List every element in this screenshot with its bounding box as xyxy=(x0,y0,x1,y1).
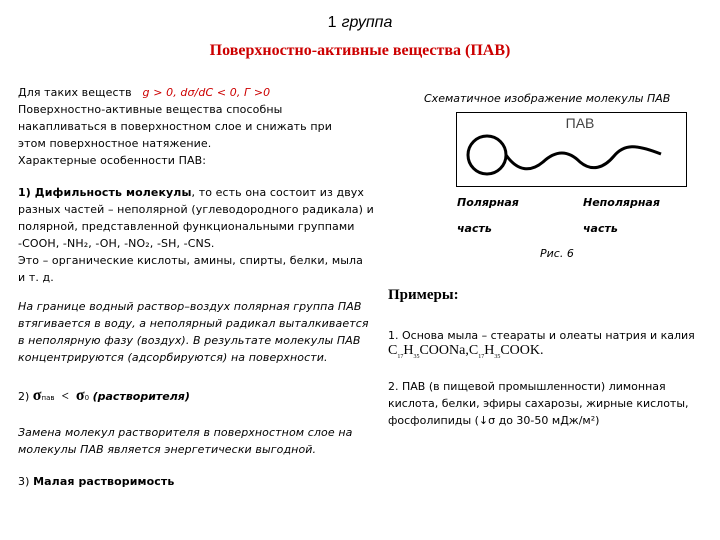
formula-rest2: COOK. xyxy=(500,343,544,358)
polar-head-circle xyxy=(468,136,506,174)
sigma-symbol: σ xyxy=(32,387,42,404)
figure-caption: Рис. 6 xyxy=(540,247,574,260)
feature1-line1-rest: , то есть она состоит из двух xyxy=(191,186,365,199)
formula-rest1: COONa, xyxy=(419,343,469,358)
example-2-text xyxy=(388,378,708,429)
example-2-line-1: 2. ПАВ (в пищевой промышленности) лимонная xyxy=(388,380,666,393)
boundary-line-3: в неполярную фазу (воздух). В результате молекулы ПАВ xyxy=(18,334,361,347)
scheme-box-label: ПАВ xyxy=(565,115,595,131)
feature-solubility xyxy=(18,473,378,490)
group-word: группа xyxy=(341,14,393,31)
nonpolar-line-2: часть xyxy=(583,222,618,235)
intro-line-2: Поверхностно-активные вещества способны xyxy=(18,103,283,116)
replacement-line-1: Замена молекул растворителя в поверхностном слое на xyxy=(18,426,353,439)
example-2-line-3: фосфолипиды (↓σ до 30-50 мДж/м²) xyxy=(388,414,600,427)
feature2-rest: (растворителя) xyxy=(92,390,190,403)
boundary-line-4: концентрируются (адсорбируются) на поверхности. xyxy=(18,351,328,364)
group-title xyxy=(0,12,720,32)
formula-s2: 35 xyxy=(413,353,420,360)
sigma-sub-pav: пав xyxy=(41,394,55,402)
feature1-line-6: и т. д. xyxy=(18,271,54,284)
feature-sigma xyxy=(18,387,378,405)
polar-line-2: часть xyxy=(457,222,492,235)
feature1-heading: 1) Дифильность молекулы xyxy=(18,186,192,199)
sigma-symbol-2: σ xyxy=(75,387,85,404)
feature1-line-3: полярной, представленной функциональными группами xyxy=(18,220,355,233)
feature1-line-4: -COOH, -NH₂, -OH, -NO₂, -SH, -CNS. xyxy=(18,237,215,250)
formula-s3: 17 xyxy=(478,353,485,360)
intro-line-5: Характерные особенности ПАВ: xyxy=(18,154,207,167)
feature3-text: Малая растворимость xyxy=(33,475,175,488)
intro-block xyxy=(18,84,358,169)
intro-condition: g > 0, dσ/dC < 0, Г >0 xyxy=(142,86,271,99)
example-1-text xyxy=(388,327,708,344)
intro-line-4: этом поверхностное натяжение. xyxy=(18,137,212,150)
formula-s4: 35 xyxy=(494,353,501,360)
boundary-line-2: втягивается в воду, а неполярный радикал выталкивается xyxy=(18,317,369,330)
feature1-line-5: Это – органические кислоты, амины, спирты, белки, мыла xyxy=(18,254,363,267)
formula-c2: C xyxy=(468,343,479,358)
boundary-line-1: На границе водный раствор–воздух полярная группа ПАВ xyxy=(18,300,362,313)
nonpolar-tail-line xyxy=(506,147,661,169)
nonpolar-part-label xyxy=(583,190,673,242)
less-sign: < xyxy=(61,388,69,403)
nonpolar-line-1: Неполярная xyxy=(583,196,660,209)
formula-h2: H xyxy=(484,343,495,358)
example-1-desc: Основа мыла – стеараты и олеаты натрия и калия xyxy=(402,329,695,342)
formula-h1: H xyxy=(403,343,414,358)
feature-amphiphilic xyxy=(18,184,378,286)
polar-part-label xyxy=(457,190,547,242)
intro-line-1 xyxy=(18,84,358,101)
sigma-sub-zero: 0 xyxy=(84,394,90,402)
boundary-paragraph xyxy=(18,298,378,366)
feature1-line-1 xyxy=(18,184,378,201)
replacement-line-2: молекулы ПАВ является энергетически выгодной. xyxy=(18,443,317,456)
group-number: 1 xyxy=(327,14,337,31)
formula-c1: C xyxy=(388,343,398,358)
example-1-number: 1. xyxy=(388,329,399,342)
intro-lead: Для таких веществ xyxy=(18,86,132,99)
formula-s1: 17 xyxy=(397,353,404,360)
page-title: Поверхностно-активные вещества (ПАВ) xyxy=(209,42,511,59)
soap-formula xyxy=(388,343,544,360)
feature1-line-2: разных частей – неполярной (углеводородного радикала) и xyxy=(18,203,374,216)
feature2-number: 2) xyxy=(18,390,30,403)
examples-title: Примеры: xyxy=(388,287,459,303)
scheme-caption: Схематичное изображение молекулы ПАВ xyxy=(424,92,671,105)
feature3-number: 3) xyxy=(18,475,30,488)
intro-line-3: накапливаться в поверхностном слое и снижать при xyxy=(18,120,332,133)
replacement-paragraph xyxy=(18,424,378,458)
example-2-line-2: кислота, белки, эфиры сахарозы, жирные кислоты, xyxy=(388,397,689,410)
polar-line-1: Полярная xyxy=(457,196,519,209)
